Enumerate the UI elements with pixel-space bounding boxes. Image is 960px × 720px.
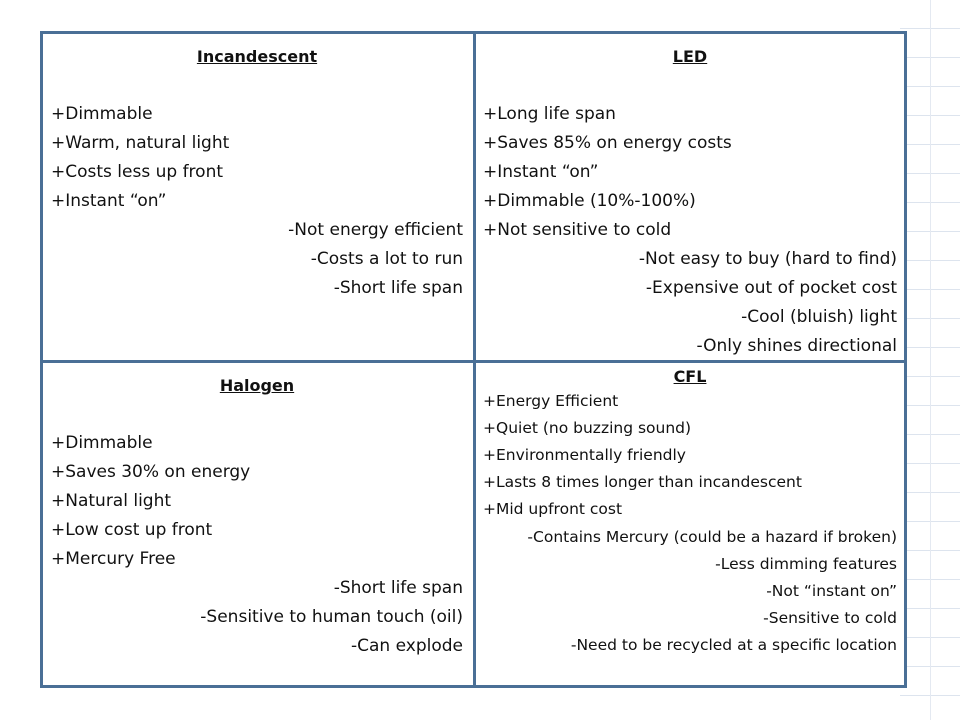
- cons-list-incandescent: [51, 216, 463, 303]
- con-item: -Not easy to buy (hard to find): [638, 249, 897, 269]
- pro-item: +Low cost up front: [51, 520, 213, 540]
- con-item: -Not “instant on”: [766, 582, 897, 600]
- con-item: -Need to be recycled at a specific location: [570, 636, 897, 654]
- cell-title-halogen: Halogen: [219, 376, 295, 395]
- con-item: -Short life span: [333, 578, 463, 598]
- con-item: -Expensive out of pocket cost: [645, 278, 897, 298]
- comparison-table: [40, 31, 907, 688]
- pro-item: +Saves 85% on energy costs: [483, 133, 732, 153]
- pros-list-led: [483, 100, 897, 245]
- pro-item: +Dimmable (10%-100%): [483, 191, 696, 211]
- pro-item: +Dimmable: [51, 433, 153, 453]
- cell-title-cfl: CFL: [673, 367, 707, 386]
- pro-item: +Natural light: [51, 491, 172, 511]
- pro-item: +Instant “on”: [483, 162, 599, 182]
- con-item: -Contains Mercury (could be a hazard if broken): [527, 528, 897, 546]
- con-item: -Cool (bluish) light: [741, 307, 897, 327]
- pro-item: +Dimmable: [51, 104, 153, 124]
- pro-item: +Saves 30% on energy: [51, 462, 251, 482]
- pro-item: +Warm, natural light: [51, 133, 230, 153]
- pro-item: +Mercury Free: [51, 549, 176, 569]
- pro-item: +Long life span: [483, 104, 616, 124]
- cell-halogen: [51, 370, 463, 680]
- pro-item: +Energy Efficient: [483, 392, 619, 410]
- pro-item: +Instant “on”: [51, 191, 167, 211]
- pro-item: +Quiet (no buzzing sound): [483, 419, 692, 437]
- cell-title-led: LED: [672, 47, 708, 66]
- con-item: -Only shines directional: [696, 336, 897, 356]
- cell-cfl: [483, 366, 897, 684]
- con-item: -Costs a lot to run: [310, 249, 463, 269]
- cons-list-cfl: [483, 523, 897, 659]
- pros-list-incandescent: [51, 100, 463, 216]
- cons-list-led: [483, 245, 897, 361]
- cell-led: [483, 42, 897, 356]
- con-item: -Can explode: [351, 636, 463, 656]
- pro-item: +Not sensitive to cold: [483, 220, 672, 240]
- con-item: -Sensitive to cold: [763, 609, 897, 627]
- cell-title-incandescent: Incandescent: [196, 47, 318, 66]
- cons-list-halogen: [51, 574, 463, 661]
- pro-item: +Lasts 8 times longer than incandescent: [483, 473, 802, 491]
- con-item: -Less dimming features: [715, 555, 897, 573]
- pros-list-cfl: [483, 388, 897, 523]
- con-item: -Sensitive to human touch (oil): [200, 607, 463, 627]
- pros-list-halogen: [51, 429, 463, 574]
- con-item: -Short life span: [333, 278, 463, 298]
- pro-item: +Costs less up front: [51, 162, 224, 182]
- con-item: -Not energy efficient: [288, 220, 463, 240]
- pro-item: +Environmentally friendly: [483, 446, 686, 464]
- cell-incandescent: [51, 42, 463, 352]
- pro-item: +Mid upfront cost: [483, 500, 623, 518]
- ruled-paper-margin-line: [930, 0, 931, 720]
